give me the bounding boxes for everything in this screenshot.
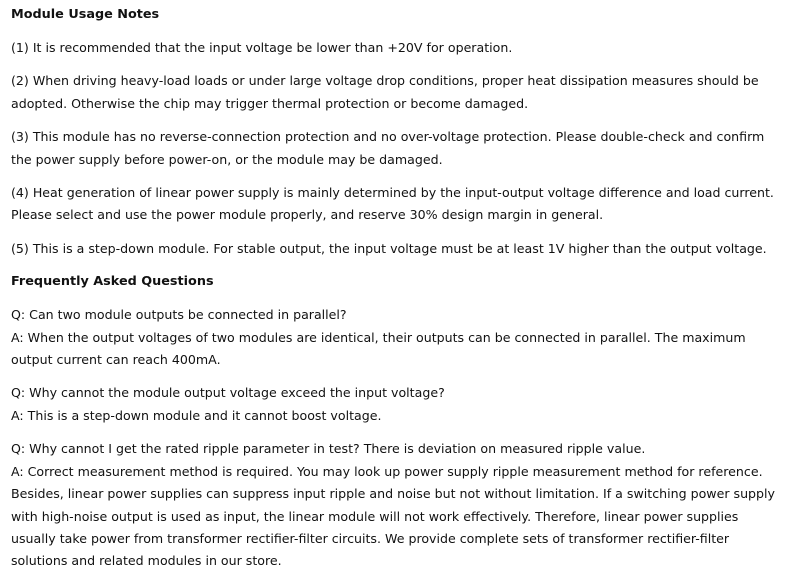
usage-notes-heading: Module Usage Notes [11, 7, 160, 22]
usage-note-1: (1) It is recommended that the input voltage be lower than +20V for operation. [11, 40, 513, 55]
faq-item-3 [11, 438, 784, 572]
usage-note-4: (4) Heat generation of linear power supply is mainly determined by the input-output voltage difference and load current. Please select and use the power module properly, and reserve 30% design margin in general. [11, 185, 774, 223]
faq-question-1: Q: Can two module outputs be connected in parallel? [11, 307, 347, 323]
faq-heading: Frequently Asked Questions [11, 274, 214, 290]
faq-answer-2: A: This is a step-down module and it cannot boost voltage. [11, 407, 382, 423]
faq-answer-1: A: When the output voltages of two modules are identical, their outputs can be connected in parallel. The maximum output current can reach 400mA. [11, 329, 746, 368]
faq-question-3: Q: Why cannot I get the rated ripple parameter in test? There is deviation on measured ripple value. [11, 441, 646, 457]
faq-item-2 [11, 382, 784, 427]
usage-note-5: (5) This is a step-down module. For stable output, the input voltage must be at least 1V higher than the output voltage. [11, 240, 767, 256]
faq-question-2: Q: Why cannot the module output voltage exceed the input voltage? [11, 385, 445, 401]
usage-note-3: (3) This module has no reverse-connection protection and no over-voltage protection. Please double-check and confirm the power supply before power-on, or the module may be damaged. [11, 129, 765, 167]
faq-item-1 [11, 304, 784, 371]
usage-note-2: (2) When driving heavy-load loads or under large voltage drop conditions, proper heat dissipation measures should be adopted. Otherwise the chip may trigger thermal protection or become damaged. [11, 73, 759, 111]
faq-answer-3: A: Correct measurement method is required. You may look up power supply ripple measurement method for reference. Besides, linear power supplies can suppress input ripple and noise but not without limitation. If a switching power supply with high-noise output is used as input, the linear module will not work effectively. Therefore, linear power supplies usually take power from transformer rectifier-filter circuits. We provide complete sets of transformer rectifier-filter solutions and related modules in our store. [11, 463, 776, 569]
